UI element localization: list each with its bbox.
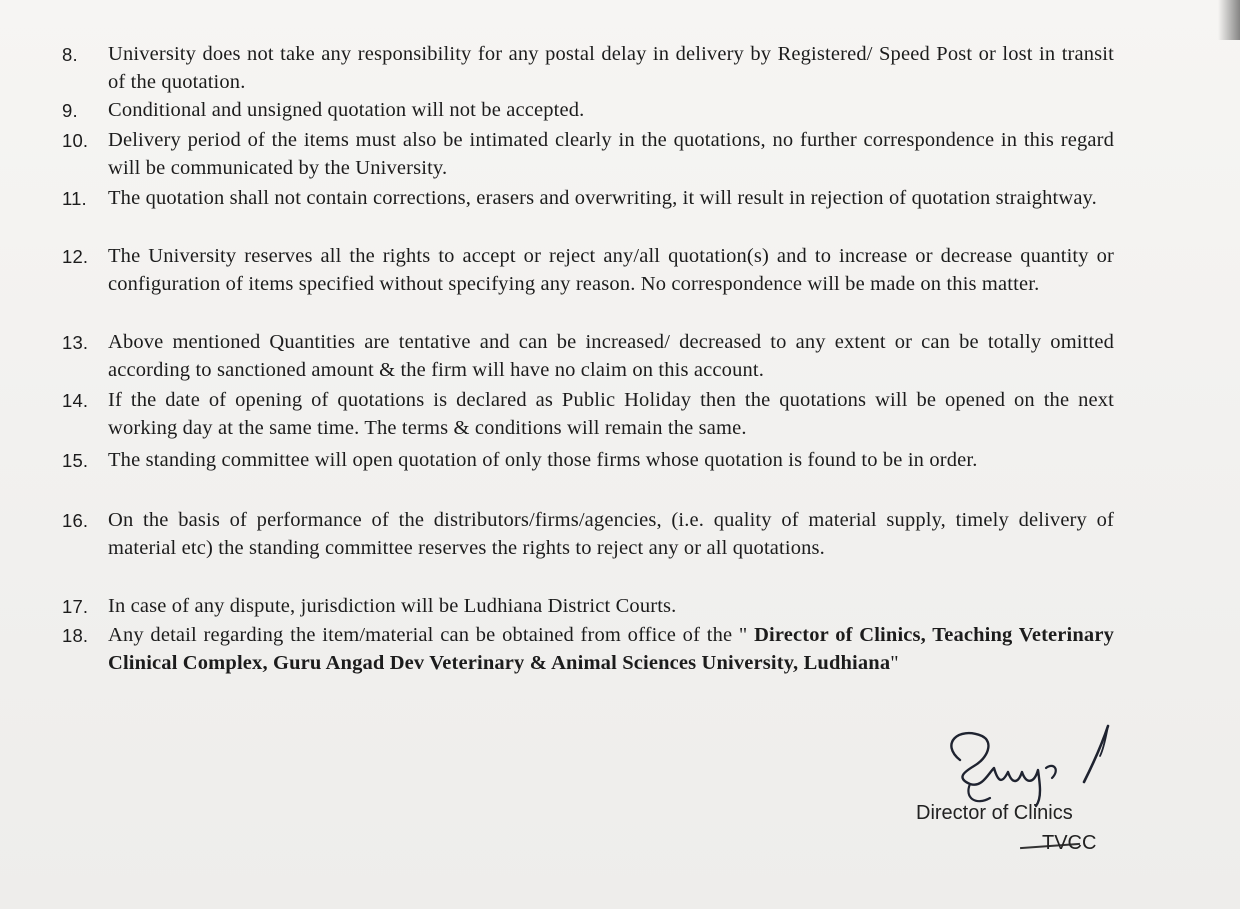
item-number: 18. <box>62 625 89 646</box>
item-text: In case of any dispute, jurisdiction will be Ludhiana District Courts. <box>108 595 677 617</box>
item-number: 16. <box>62 510 89 531</box>
list-item <box>62 96 1114 124</box>
item-text: Delivery period of the items must also be intimated clearly in the quotations, no further correspondence in this regard will be communicated by the University. <box>108 129 1114 179</box>
signatory-org: TVCC <box>1042 832 1097 854</box>
item-text: The quotation shall not contain corrections, erasers and overwriting, it will result in rejection of quotation straightway. <box>108 187 1097 209</box>
item-text: The standing committee will open quotation of only those firms whose quotation is found to be in order. <box>108 449 978 471</box>
list-item <box>62 328 1114 384</box>
item-text: If the date of opening of quotations is declared as Public Holiday then the quotations will be opened on the next working day at the same time. The terms & conditions will remain the same. <box>108 389 1114 439</box>
item-number: 8. <box>62 44 78 65</box>
item-number: 17. <box>62 596 89 617</box>
list-item <box>62 126 1114 182</box>
item-text: Above mentioned Quantities are tentative and can be increased/ decreased to any extent or can be totally omitted according to sanctioned amount & the firm will have no claim on this account. <box>108 331 1114 381</box>
handwritten-signature <box>930 722 1120 812</box>
item-text-prefix: Any detail regarding the item/material can be obtained from office of the " <box>108 624 755 646</box>
item-number: 10. <box>62 130 89 151</box>
list-item <box>62 40 1114 96</box>
list-item <box>62 386 1114 442</box>
item-number: 11. <box>62 188 87 209</box>
item-text-suffix: " <box>890 652 899 674</box>
list-item <box>62 446 1114 474</box>
item-number: 13. <box>62 332 89 353</box>
item-text: University does not take any responsibility for any postal delay in delivery by Registered/ Speed Post or lost in transit of the quotation. <box>108 43 1114 93</box>
list-item <box>62 184 1114 212</box>
list-item <box>62 242 1114 298</box>
item-text-bold: Director of Clinics, Teaching Veterinary Clinical Complex, Guru Angad Dev Veterinary & Animal Sciences University, Ludhiana <box>108 624 1114 674</box>
item-text: Conditional and unsigned quotation will not be accepted. <box>108 99 585 121</box>
list-item <box>62 506 1114 562</box>
list-item <box>62 621 1114 677</box>
item-text: The University reserves all the rights to accept or reject any/all quotation(s) and to increase or decrease quantity or configuration of items specified without specifying any reason. No correspondence will be made on this matter. <box>108 245 1114 295</box>
item-text: On the basis of performance of the distributors/firms/agencies, (i.e. quality of material supply, timely delivery of material etc) the standing committee reserves the rights to reject any or all quotations. <box>108 509 1114 559</box>
item-number: 12. <box>62 246 89 267</box>
item-number: 9. <box>62 100 78 121</box>
page-edge-shadow <box>1218 0 1240 40</box>
item-text <box>108 621 1114 677</box>
signatory-title: Director of Clinics <box>916 802 1073 824</box>
item-number: 15. <box>62 450 89 471</box>
signature-block <box>910 722 1130 872</box>
item-number: 14. <box>62 390 89 411</box>
list-item <box>62 592 1114 620</box>
